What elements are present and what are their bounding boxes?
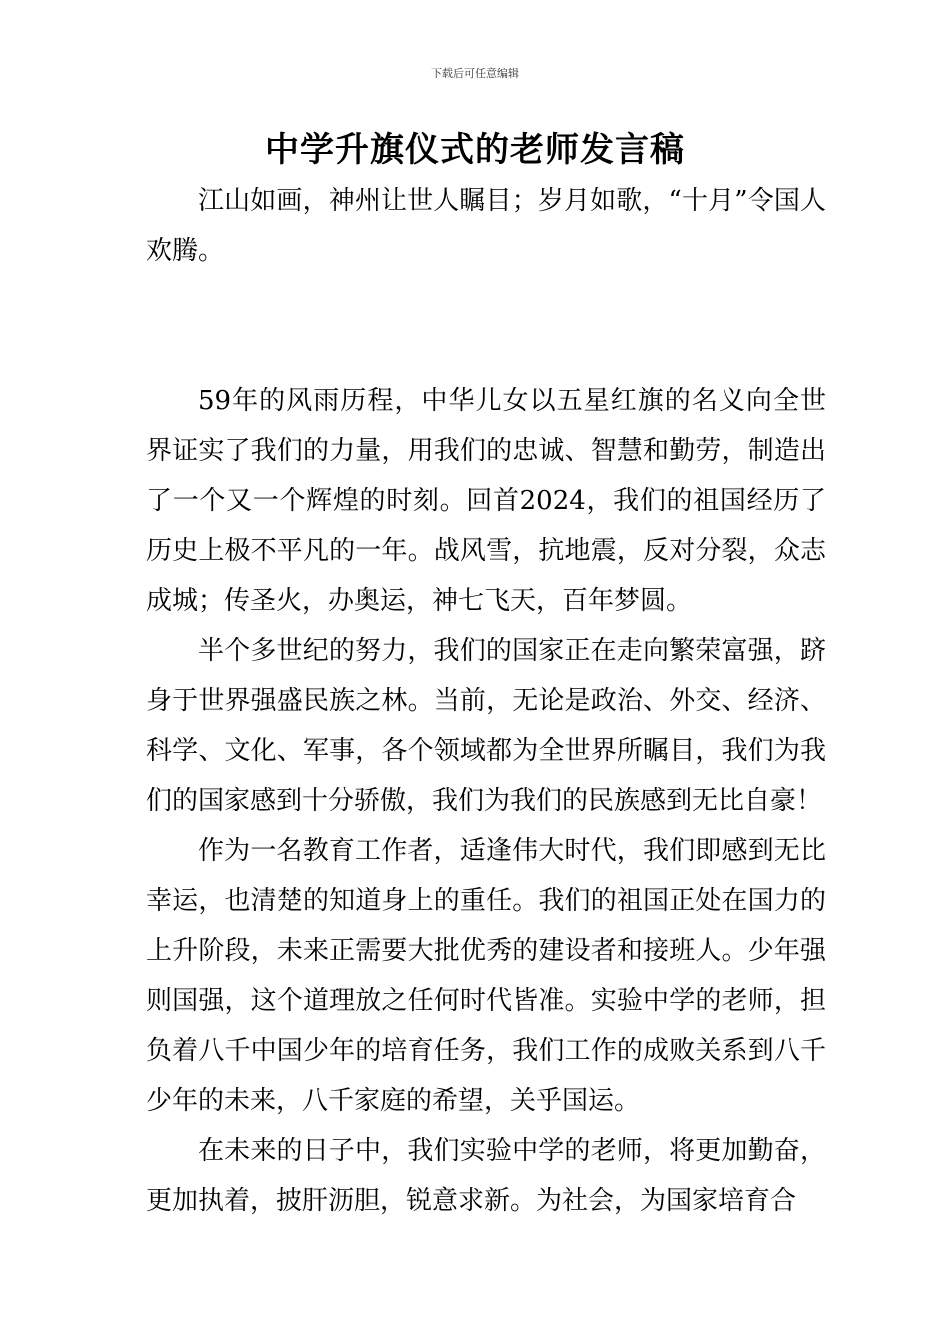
header-note: 下载后可任意编辑 (431, 67, 519, 80)
paragraph-5: 在未来的日子中，我们实验中学的老师，将更加勤奋，更加执着，披肝沥胆，锐意求新。为社会，为国家培育合 (146, 1136, 826, 1216)
paragraph-3: 半个多世纪的努力，我们的国家正在走向繁荣富强，跻身于世界强盛民族之林。当前，无论是政治、外交、经济、科学、文化、军事，各个领域都为全世界所瞩目，我们为我们的国家感到十分骄傲，我们为我们的民族感到无比自豪！ (146, 636, 826, 816)
paragraph-2: 59年的风雨历程，中华儿女以五星红旗的名义向全世界证实了我们的力量，用我们的忠诚、智慧和勤劳，制造出了一个又一个辉煌的时刻。回首2024，我们的祖国经历了历史上极不平凡的一年。战风雪，抗地震，反对分裂，众志成城；传圣火，办奥运，神七飞天，百年梦圆。 (146, 386, 826, 616)
document-body (146, 176, 826, 1226)
paragraph-1: 江山如画，神州让世人瞩目；岁月如歌，“十月”令国人欢腾。 (146, 186, 826, 266)
paragraph-4: 作为一名教育工作者，适逢伟大时代，我们即感到无比幸运，也清楚的知道身上的重任。我们的祖国正处在国力的上升阶段，未来正需要大批优秀的建设者和接班人。少年强则国强，这个道理放之任何时代皆准。实验中学的老师，担负着八千中国少年的培育任务，我们工作的成败关系到八千少年的未来，八千家庭的希望，关乎国运。 (146, 836, 826, 1116)
blank-line (146, 276, 826, 376)
document-title: 中学升旗仪式的老师发言稿 (265, 130, 685, 170)
